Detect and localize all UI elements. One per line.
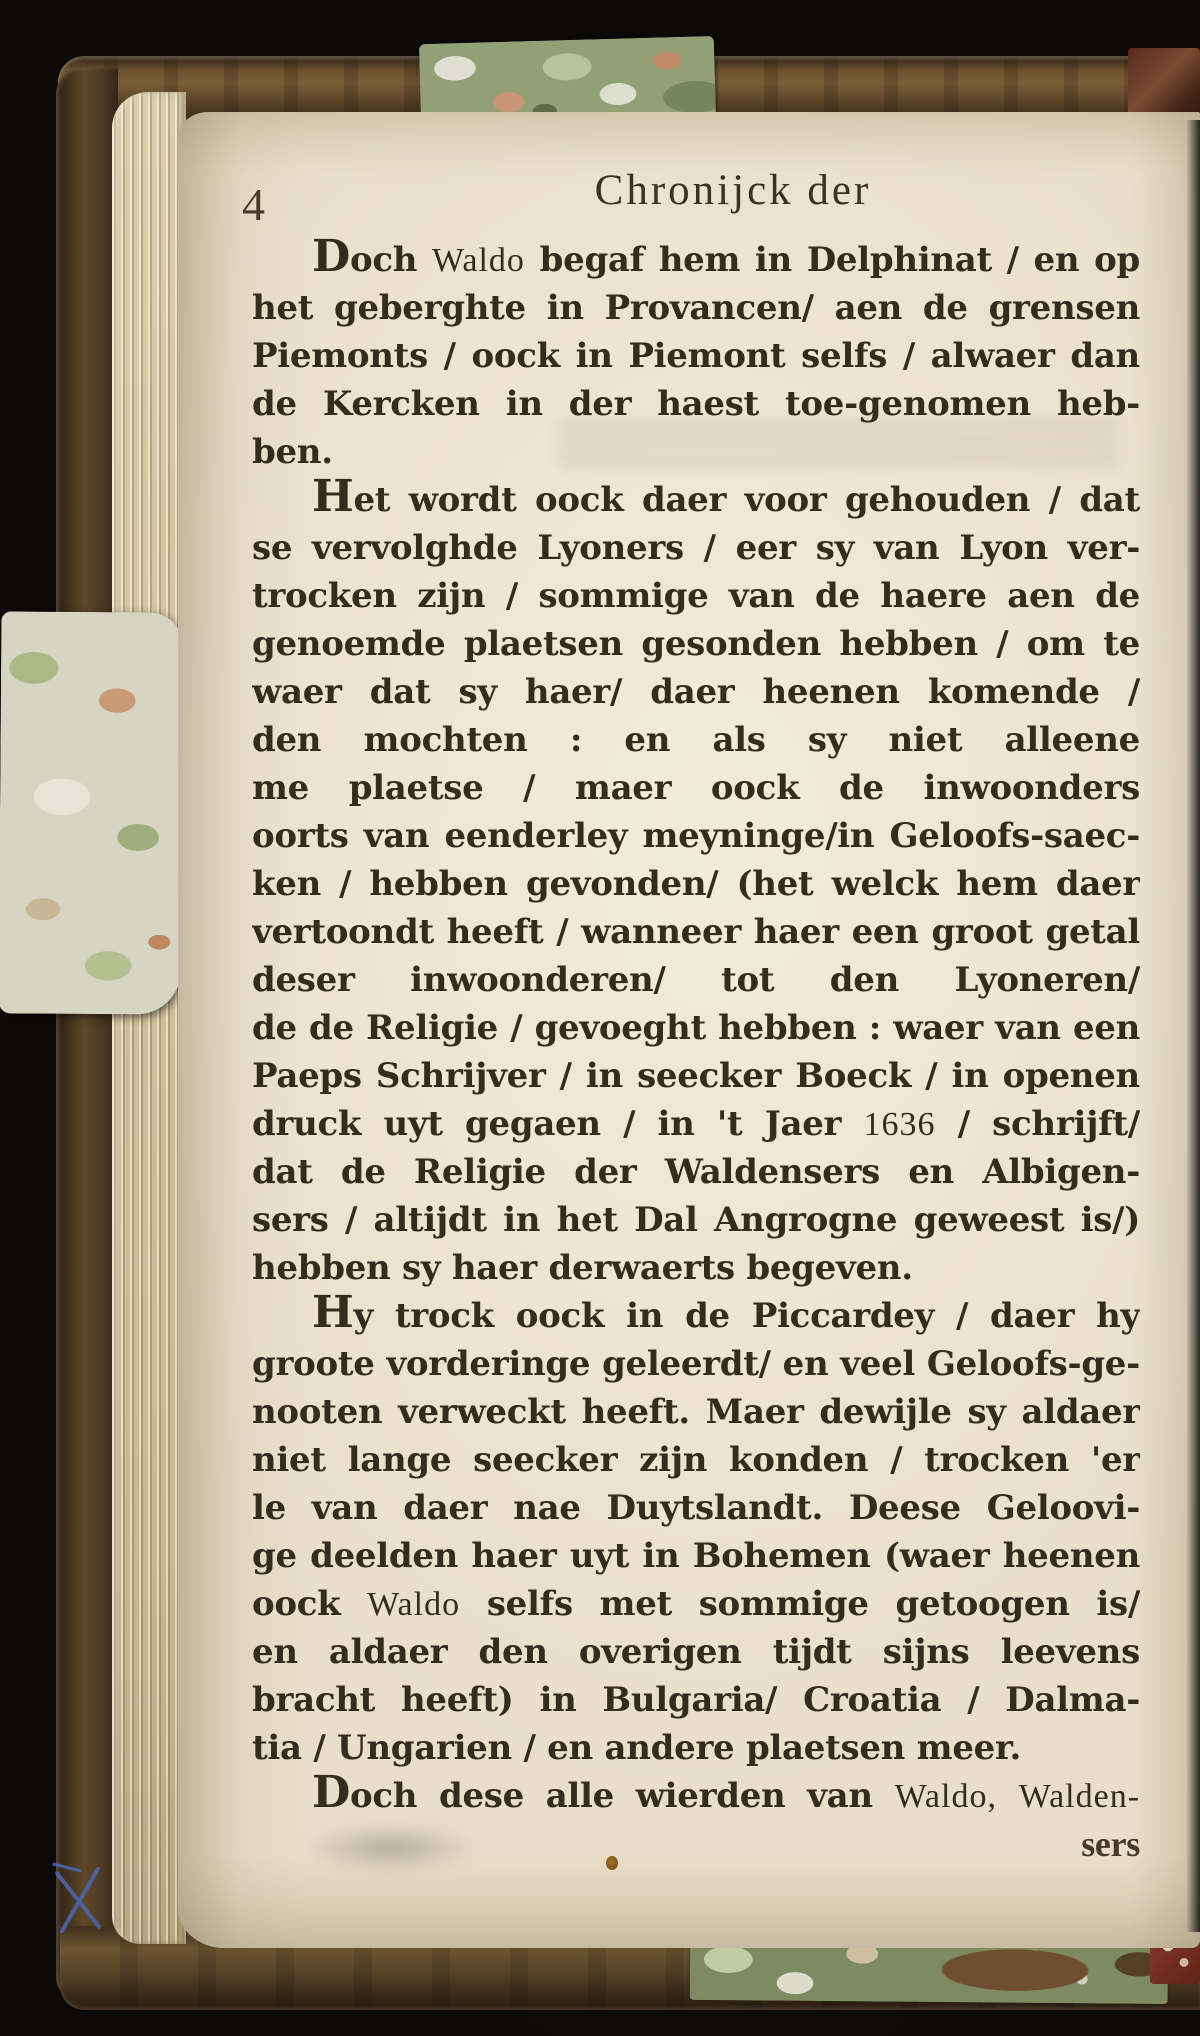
roman-type-word: 1636: [863, 1106, 936, 1143]
page-right-shadow: [1186, 120, 1200, 1932]
text-line: ken / hebben gevonden/ (het welck hem daer: [252, 864, 1140, 904]
text-line: de de Religie / gevoeght hebben : waer van een: [252, 1008, 1140, 1048]
text-line: se vervolghde Lyoners / eer sy van Lyon ver-: [252, 528, 1140, 568]
roman-type-word: Waldo: [431, 242, 525, 279]
text-line: nooten verweckt heeft. Maer dewijle sy aldaer: [252, 1392, 1140, 1432]
page-number: 4: [242, 179, 265, 230]
book-cover-left-edge: [56, 68, 118, 1998]
roman-type-word: Waldo,: [894, 1778, 997, 1815]
book-page: [178, 112, 1200, 1948]
text-line: niet lange seecker zijn konden / trocken 'er: [252, 1440, 1140, 1480]
text-line: oorts van eenderley meyninge/in Geloofs-saec-: [252, 816, 1140, 856]
text-line: genoemde plaetsen gesonden hebben / om te: [252, 624, 1140, 664]
running-title: Chronijck der: [594, 167, 872, 214]
page-block-fore-edge: [112, 92, 186, 1944]
text-line: sers / altijdt in het Dal Angrogne geweest is/): [252, 1200, 1140, 1240]
text-line: hebben sy haer derwaerts begeven.: [252, 1248, 913, 1288]
text-line: de Kercken in der haest toe-genomen heb-: [252, 384, 1140, 424]
text-line: Piemonts / oock in Piemont selfs / alwaer dan: [252, 336, 1140, 376]
text-line: bracht heeft) in Bulgaria/ Croatia / Dalma-: [252, 1680, 1140, 1720]
text-line: deser inwoonderen/ tot den Lyoneren/: [252, 960, 1140, 1000]
marbled-endpaper-left: [0, 611, 183, 1014]
text-line: druck uyt gegaen / in 't Jaer 1636 / schrijft/: [252, 1104, 1140, 1144]
text-line: tia / Ungarien / en andere plaetsen meer.: [252, 1728, 1022, 1768]
text-line: trocken zijn / sommige van de haere aen de: [252, 576, 1140, 616]
text-line: vertoondt heeft / wanneer haer een groot getal: [252, 912, 1140, 952]
text-line: den mochten : en als sy niet alleene: [252, 720, 1140, 760]
text-line: oock Waldo selfs met sommige getoogen is/: [252, 1584, 1140, 1624]
text-line: le van daer nae Duytslandt. Deese Geloovi-: [252, 1488, 1140, 1528]
text-line: me plaetse / maer oock de inwoonders: [252, 768, 1140, 808]
roman-type-word: Walden-: [1018, 1778, 1140, 1815]
text-line: Doch dese alle wierden van Waldo, Walden-: [312, 1772, 1140, 1818]
text-line: Het wordt oock daer voor gehouden / dat: [312, 476, 1140, 522]
body-text: [252, 236, 1140, 1868]
text-line: Hy trock oock in de Piccardey / daer hy: [312, 1292, 1140, 1338]
text-line: groote vorderinge geleerdt/ en veel Geloofs-ge-: [252, 1344, 1140, 1384]
text-line: Doch Waldo begaf hem in Delphinat / en op: [312, 236, 1140, 282]
text-line: dat de Religie der Waldensers en Albigen-: [252, 1152, 1140, 1192]
catchword: sers: [1081, 1824, 1140, 1864]
marbled-paper-top-right: [1128, 48, 1200, 122]
text-line: Paeps Schrijver / in seecker Boeck / in openen: [252, 1056, 1140, 1096]
text-line: ben.: [252, 432, 333, 472]
text-line: ge deelden haer uyt in Bohemen (waer heenen: [252, 1536, 1140, 1576]
roman-type-word: Waldo: [367, 1586, 461, 1623]
text-line: en aldaer den overigen tijdt sijns leevens: [252, 1632, 1140, 1672]
text-line: waer dat sy haer/ daer heenen komende /: [252, 672, 1140, 712]
text-line: het geberghte in Provancen/ aen de grensen: [252, 288, 1140, 328]
blue-ink-mark: [46, 1860, 118, 1942]
